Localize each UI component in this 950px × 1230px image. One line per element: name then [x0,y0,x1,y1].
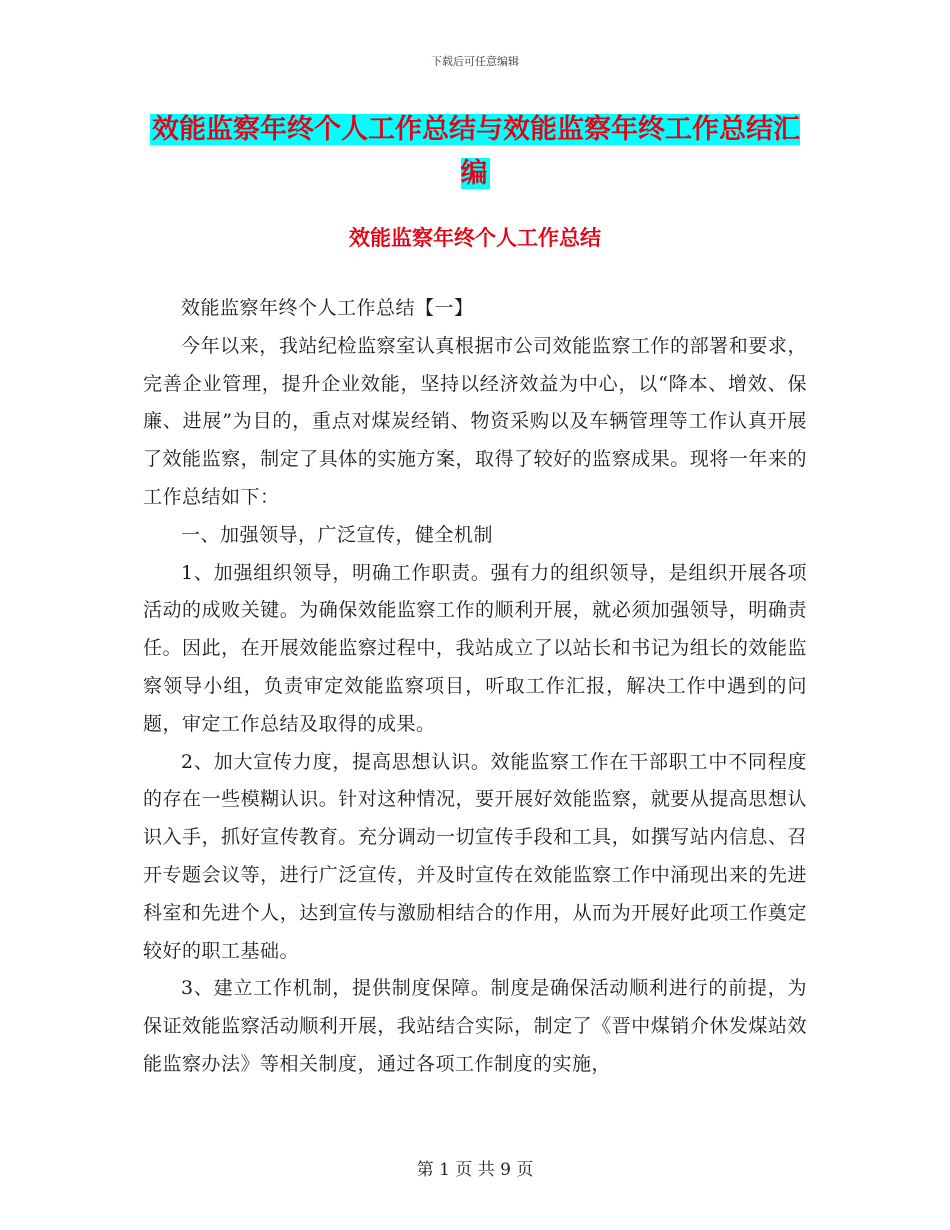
paragraph-item-3: 3、建立工作机制，提供制度保障。制度是确保活动顺利进行的前提，为保证效能监察活动顺利开展，我站结合实际，制定了《晋中煤销介休发煤站效能监察办法》等相关制度，通过各项工作制度的实施， [143,977,807,1075]
main-title [140,108,810,196]
body-text [143,290,807,1084]
page-footer: 第 1 页 共 9 页 [416,1160,534,1180]
paragraph-item-1: 1、加强组织领导，明确工作职责。强有力的组织领导，是组织开展各项活动的成败关键。为确保效能监察工作的顺利开展，就必须加强领导，明确责任。因此，在开展效能监察过程中，我站成立了以站长和书记为组长的效能监察领导小组，负责审定效能监察项目，听取工作汇报，解决工作中遇到的问题，审定工作总结及取得的成果。 [143,561,807,735]
main-title-text: 效能监察年终个人工作总结与效能监察年终工作总结汇编 [152,114,800,189]
paragraph-intro: 今年以来，我站纪检监察室认真根据市公司效能监察工作的部署和要求，完善企业管理，提升企业效能，坚持以经济效益为中心，以“降本、增效、保廉、进展”为目的，重点对煤炭经销、物资采购以及车辆管理等工作认真开展了效能监察，制定了具体的实施方案，取得了较好的监察成果。现将一年来的工作总结如下： [143,334,807,508]
paragraph-subtitle: 效能监察年终个人工作总结【一】 [181,297,474,319]
paragraph-heading-1: 一、加强领导，广泛宣传，健全机制 [181,523,494,546]
paragraph-item-2: 2、加大宣传力度，提高思想认识。效能监察工作在干部职工中不同程度的存在一些模糊认识。针对这种情况，要开展好效能监察，就要从提高思想认识入手，抓好宣传教育。充分调动一切宣传手段和工具，如撰写站内信息、召开专题会议等，进行广泛宣传，并及时宣传在效能监察工作中涌现出来的先进科室和先进个人，达到宣传与激励相结合的作用，从而为开展好此项工作奠定较好的职工基础。 [143,750,807,962]
header-note: 下载后可任意编辑 [431,55,519,68]
section-title: 效能监察年终个人工作总结 [349,226,601,250]
